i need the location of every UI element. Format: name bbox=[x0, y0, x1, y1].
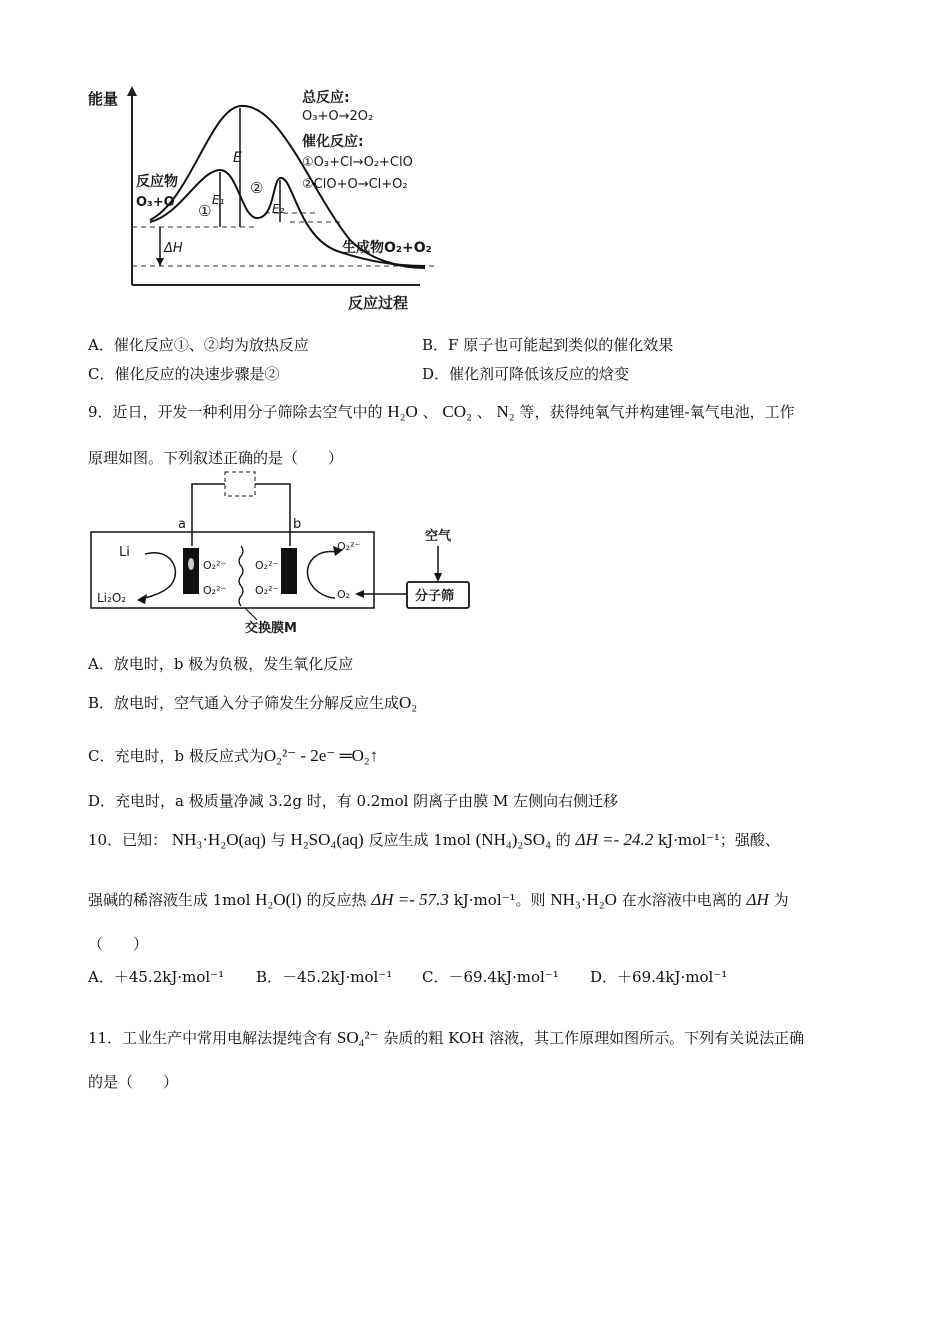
y-axis-arrow bbox=[127, 86, 137, 96]
q10-dh2: ΔH =- 57.3 bbox=[371, 890, 449, 909]
reactant-label: 反应物 bbox=[136, 174, 178, 190]
o22-b2: O₂²⁻ bbox=[255, 584, 279, 597]
q8-option-a: A．催化反应①、②均为放热反应 bbox=[88, 336, 309, 354]
q10-option-d: D．＋69.4kJ·mol⁻¹ bbox=[590, 968, 728, 986]
q8-option-c: C．催化反应的决速步骤是② bbox=[88, 365, 280, 383]
li2o2-label: Li₂O₂ bbox=[97, 591, 127, 605]
air-label: 空气 bbox=[425, 529, 452, 544]
q9-h2o: H₂O bbox=[387, 402, 418, 421]
load-box bbox=[225, 472, 255, 496]
membrane-label: 交换膜M bbox=[245, 621, 297, 636]
q9-sep-2: 、 bbox=[476, 403, 492, 421]
air-line-head bbox=[355, 590, 364, 598]
total-title: 总反应: bbox=[302, 90, 350, 106]
q10-pre: 10．已知： bbox=[88, 831, 168, 849]
step1-label: ① bbox=[198, 202, 212, 220]
electrode-a-label: a bbox=[178, 517, 186, 532]
q9-n2: N₂ bbox=[496, 402, 515, 421]
q10-line1 bbox=[88, 830, 780, 850]
o22-a1: O₂²⁻ bbox=[203, 559, 227, 572]
reactant-formula: O₃+O bbox=[136, 195, 175, 210]
q10-de: 的 bbox=[555, 831, 571, 849]
membrane-pointer bbox=[245, 608, 257, 620]
q10-mid: 反应生成 1mol bbox=[368, 831, 471, 849]
q10-paren: （ ） bbox=[88, 935, 149, 953]
e-label: E bbox=[233, 150, 242, 166]
y-axis-label: 能量 bbox=[88, 90, 119, 108]
o2-in: O₂ bbox=[337, 588, 351, 601]
q9-stem-c: 原理如图。下列叙述正确的是（ ） bbox=[88, 449, 344, 467]
q10-line2c: 在水溶液中电离的 bbox=[621, 891, 742, 909]
q11-stem-b: 杂质的粗 KOH 溶液，其工作原理如图所示。下列有关说法正确 bbox=[383, 1029, 805, 1047]
q10-line2a: 强碱的稀溶液生成 1mol bbox=[88, 891, 251, 909]
q10-unit1: kJ·mol⁻¹；强酸、 bbox=[658, 831, 780, 849]
electrode-a-spot bbox=[188, 558, 194, 570]
q9-stem-b: 等，获得纯氧气并构建锂-氧气电池，工作 bbox=[519, 403, 795, 421]
q9-option-c-text: C．充电时，b 极反应式为 bbox=[88, 747, 264, 765]
q9-option-c bbox=[88, 746, 378, 766]
q9-option-b-formula: O₂ bbox=[399, 693, 418, 712]
o22-a2: O₂²⁻ bbox=[203, 584, 227, 597]
wire-right bbox=[255, 484, 290, 546]
q9-sep-1: 、 bbox=[422, 403, 438, 421]
air-down-head bbox=[434, 573, 442, 582]
q10-line2b: 的反应热 bbox=[306, 891, 367, 909]
right-arc bbox=[307, 551, 337, 598]
e1-label: E₁ bbox=[212, 193, 225, 207]
q10-option-c: C．－69.4kJ·mol⁻¹ bbox=[422, 968, 559, 986]
electrode-b-label: b bbox=[293, 517, 302, 532]
q9-option-a: A．放电时，b 极为负极，发生氧化反应 bbox=[88, 655, 354, 673]
left-arc-head bbox=[137, 594, 147, 604]
q9-stem bbox=[88, 402, 795, 422]
product-label: 生成物O₂+O₂ bbox=[342, 240, 432, 256]
q9-option-c-eq: O₂²⁻ - 2e⁻ ═O₂↑ bbox=[263, 746, 379, 765]
q10-f3: (NH₄)₂SO₄ bbox=[475, 830, 552, 849]
dh-arrowhead bbox=[156, 258, 164, 266]
q10-option-a: A．＋45.2kJ·mol⁻¹ bbox=[88, 968, 225, 986]
left-arc bbox=[143, 553, 175, 598]
q11-stem-a: 11．工业生产中常用电解法提纯含有 bbox=[88, 1029, 333, 1047]
dh-label: ΔH bbox=[164, 241, 183, 256]
q11-stem-c: 的是（ ） bbox=[88, 1073, 179, 1091]
q8-option-d: D．催化剂可降低该反应的焓变 bbox=[422, 365, 630, 383]
wire-left bbox=[192, 484, 225, 546]
sieve-label: 分子筛 bbox=[415, 589, 455, 604]
total-eq: O₃+O→2O₂ bbox=[302, 109, 374, 124]
cat-title: 催化反应: bbox=[302, 134, 364, 150]
li-label: Li bbox=[119, 545, 130, 560]
q10-option-b: B．－45.2kJ·mol⁻¹ bbox=[256, 968, 393, 986]
q10-f5: NH₃·H₂O bbox=[550, 890, 617, 909]
q10-f2: H₂SO₄(aq) bbox=[290, 830, 364, 849]
q10-f4: H₂O(l) bbox=[255, 890, 302, 909]
electrode-a bbox=[183, 548, 199, 594]
q9-co2: CO₂ bbox=[442, 402, 472, 421]
q11-line1 bbox=[88, 1028, 804, 1048]
o22-top: O₂²⁻ bbox=[337, 540, 361, 553]
q10-line2 bbox=[88, 890, 789, 910]
cat-eq1: ①O₃+Cl→O₂+ClO bbox=[302, 155, 413, 170]
q10-dh1: ΔH =- 24.2 bbox=[575, 830, 654, 849]
q9-option-d: D．充电时，a 极质量净减 3.2g 时，有 0.2mol 阴离子由膜 M 左侧向右侧迁移 bbox=[88, 792, 619, 810]
cell-box bbox=[91, 532, 374, 608]
o22-b1: O₂²⁻ bbox=[255, 559, 279, 572]
q9-stem-a: 9．近日，开发一种利用分子筛除去空气中的 bbox=[88, 403, 383, 421]
q11-formula: SO₄²⁻ bbox=[336, 1028, 379, 1047]
q10-f1: NH₃·H₂O(aq) bbox=[171, 830, 266, 849]
x-axis-label: 反应过程 bbox=[348, 294, 409, 312]
q10-dh3: ΔH bbox=[746, 890, 769, 909]
e2-label: E₂ bbox=[272, 202, 285, 216]
step2-label: ② bbox=[250, 179, 264, 197]
electrode-b bbox=[281, 548, 297, 594]
q9-option-b-text: B．放电时，空气通入分子筛发生分解反应生成 bbox=[88, 694, 400, 712]
energy-diagram bbox=[80, 80, 460, 320]
q9-option-b bbox=[88, 693, 417, 713]
q8-option-b: B．F 原子也可能起到类似的催化效果 bbox=[422, 336, 674, 354]
membrane-line bbox=[239, 546, 243, 606]
battery-diagram bbox=[85, 468, 480, 638]
q10-with: 与 bbox=[270, 831, 286, 849]
cat-eq2: ②ClO+O→Cl+O₂ bbox=[302, 177, 408, 192]
q10-wei: 为 bbox=[773, 891, 789, 909]
q10-unit2: kJ·mol⁻¹。则 bbox=[453, 891, 546, 909]
